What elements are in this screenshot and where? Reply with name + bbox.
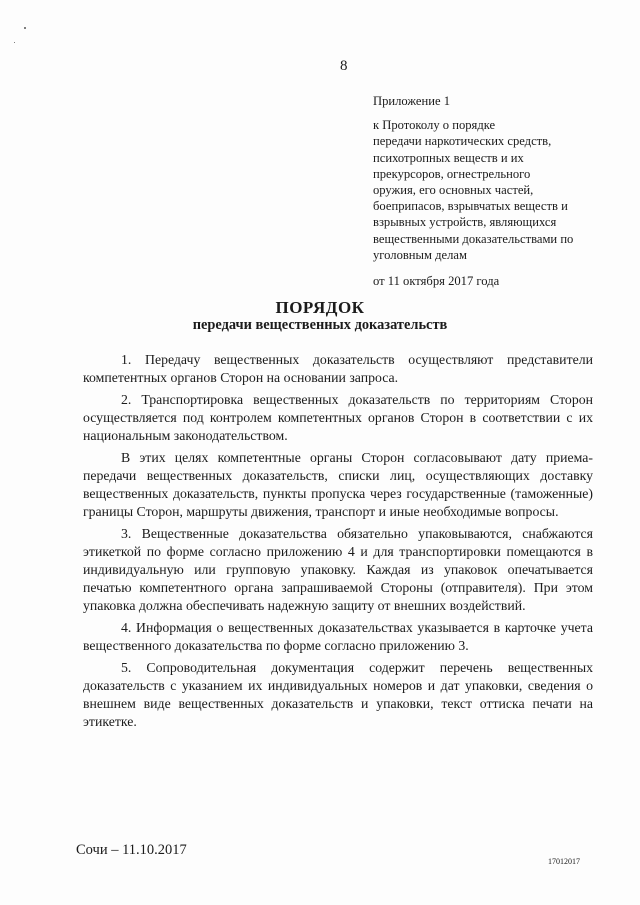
document-code: 17012017: [548, 857, 580, 866]
scan-speck: [24, 27, 26, 29]
paragraph-4: 4. Информация о вещественных доказательствах указывается в карточке учета вещественного доказательства по форме согласно приложению 3.: [83, 620, 593, 653]
annex-line: боеприпасов, взрывчатых веществ и: [373, 199, 568, 214]
annex-line: уголовным делам: [373, 247, 467, 262]
document-body: [83, 351, 593, 735]
annex-reference: [373, 117, 623, 263]
document-title: ПОРЯДОК: [275, 298, 365, 317]
annex-title: Приложение 1: [373, 94, 451, 108]
paragraph-3: 3. Вещественные доказательства обязательно упаковываются, снабжаются этикеткой по форме согласно приложению 4 и для транспортировки помещаются в индивидуальную или групповую упаковку. Каждая из упаковок опечатывается печатью компетентного органа запрашиваемой Стороны (отправителя). При этом упаковка должна обеспечивать надежную защиту от внешних воздействий.: [83, 526, 593, 613]
annex-line: психотропных веществ и их: [373, 150, 524, 165]
paragraph-1: 1. Передачу вещественных доказательств осуществляют представители компетентных органов Сторон на основании запроса.: [83, 352, 593, 385]
annex-line: оружия, его основных частей,: [373, 183, 534, 198]
annex-line: прекурсоров, огнестрельного: [373, 166, 531, 181]
document-subtitle: передачи вещественных доказательств: [192, 317, 448, 333]
annex-line: вещественными доказательствами по: [373, 231, 574, 246]
annex-line: передачи наркотических средств,: [373, 134, 552, 149]
paragraph-5: 5. Сопроводительная документация содержит перечень вещественных доказательств с указанием их индивидуальных номеров и дат упаковки, сведения о внешнем виде вещественных доказательств и упаковки, текст оттиска печати на этикетке.: [83, 660, 593, 729]
annex-line: взрывных устройств, являющихся: [373, 215, 557, 230]
paragraph-2-continued: В этих целях компетентные органы Сторон согласовывают дату приема-передачи вещественных доказательств, списки лиц, осуществляющих доставку вещественных доказательств, пункты пропуска через государственные (таможенные) границы Сторон, маршруты движения, транспорт и иные необходимые вопросы.: [83, 450, 593, 519]
paragraph-2: 2. Транспортировка вещественных доказательств по территориям Сторон осуществляется под контролем компетентных органов Сторон в соответствии с их национальным законодательством.: [83, 392, 593, 443]
scan-speck: [14, 42, 15, 43]
annex-header: [373, 93, 623, 289]
annex-line: к Протоколу о порядке: [373, 118, 496, 133]
place-and-date: Сочи – 11.10.2017: [76, 842, 187, 858]
page-number: 8: [340, 58, 348, 74]
annex-date: от 11 октября 2017 года: [373, 274, 500, 289]
